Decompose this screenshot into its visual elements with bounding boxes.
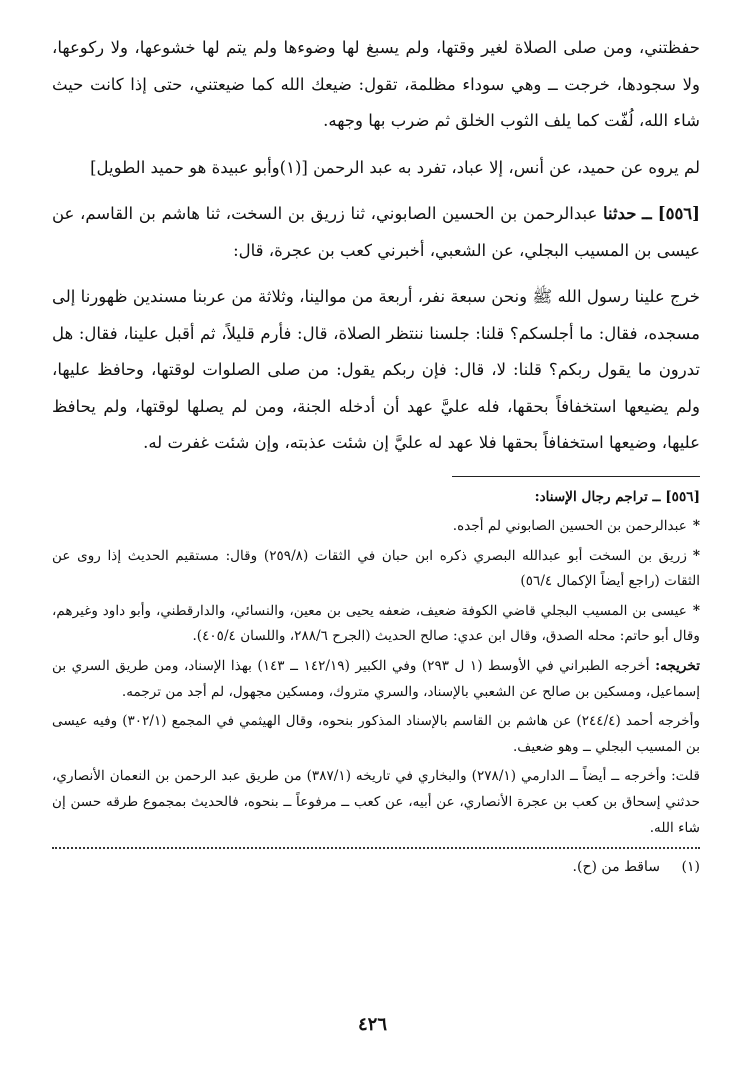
takhrij-note: قلت: وأخرجه ــ أيضاً ــ الدارمي (٢٧٨/١) والبخاري في تاريخه (٣٨٧/١) من طريق عبد الرحمن بن النعمان الأنصاري، حدثني إسحاق بن كعب بن عجرة الأنصاري، عن أبيه، عن كعب ــ مرفوعاً ــ بنحوه، فالحديث بمجموع طرقه حسن إن شاء الله. xyxy=(52,768,701,836)
notes-divider xyxy=(452,476,700,477)
bullet-star: * xyxy=(692,547,700,564)
hadith-556-isnad xyxy=(52,196,700,269)
narrator-note xyxy=(52,599,700,650)
footnote xyxy=(52,855,700,879)
narrator-note xyxy=(52,544,700,595)
narrator-note-text: زريق بن السخت أبو عبدالله البصري ذكره ابن حبان في الثقات (٢٥٩/٨) وقال: مستقيم الحديث إذا روى عن الثقات (راجع أيضاً الإكمال ٥٦/٤) xyxy=(52,547,700,590)
takhrij-label: تخريجه: xyxy=(655,658,700,675)
takhrij-note: وأخرجه أحمد (٢٤٤/٤) عن هاشم بن القاسم بالإسناد المذكور بنحوه، وقال الهيثمي في المجمع (٣٠٢/١) وفيه عيسى بن المسيب البجلي ــ وهو ضعيف. xyxy=(52,713,700,755)
isnad-text: عبدالرحمن بن الحسين الصابوني، ثنا زريق بن السخت، ثنا هاشم بن القاسم، عن عيسى بن المسيب البجلي، عن الشعبي، أخبرني كعب بن عجرة، قال: xyxy=(52,204,700,260)
takhrij-text: أخرجه الطبراني في الأوسط (١ ل ٢٩٣) وفي الكبير (١٤٢/١٩ ــ ١٤٣) بهذا الإسناد، ومن طريق السري بن إسماعيل، ومسكين بن صالح عن الشعبي بالإسناد، والسري متروك، ومسكين مجهول، لم أجد من ترجمه. xyxy=(52,658,700,700)
notes-section xyxy=(52,485,700,842)
main-text xyxy=(52,30,700,462)
narrator-note-text: عبدالرحمن بن الحسين الصابوني لم أجده. xyxy=(452,518,687,535)
paragraph-continuation: حفظتني، ومن صلى الصلاة لغير وقتها، ولم يسبغ لها وضوءها ولم يتم لها خشوعها، ولا ركوعها، ولا سجودها، خرجت ــ وهي سوداء مظلمة، تقول: ضيعك الله كما ضيعتني، حتى إذا كانت حيث شاء الله، لُفّت كما يلف الثوب الخلق ثم ضرب بها وجهه. xyxy=(52,38,700,130)
bullet-star: * xyxy=(692,602,700,619)
footnote-divider xyxy=(52,847,700,849)
footnote-text: ساقط من (ح). xyxy=(572,859,660,876)
hadith-opening: حدثنا xyxy=(602,204,637,223)
page-number: ٤٢٦ xyxy=(357,1014,387,1035)
paragraph-remark: لم يروه عن حميد، عن أنس، إلا عباد، تفرد به عبد الرحمن [(١)وأبو عبيدة هو حميد الطويل] xyxy=(90,157,700,177)
bullet-star: * xyxy=(692,518,700,535)
narrator-note xyxy=(52,514,700,540)
hadith-556-text: خرج علينا رسول الله ﷺ ونحن سبعة نفر، أربعة من موالينا، وثلاثة من عربنا مسندين ظهورنا إلى مسجده، فقال: ما أجلسكم؟ قلنا: جلسنا ننتظر الصلاة، قال: فأرم قليلاً، ثم أقبل علينا، فقال: هل تدرون ما يقول ربكم؟ قلنا: لا، قال: فإن ربكم يقول: من صلى الصلوات لوقتها، وحافظ عليها، ولم يضيعها استخفافاً بحقها، فله عليَّ عهد أن أدخله الجنة، ومن لم يصلها لوقتها، ولم يحافظ عليها، وضيعها استخفافاً بحقها فلا عهد له عليَّ إن شئت عذبته، وإن شئت غفرت له. xyxy=(52,287,700,452)
notes-heading: [٥٥٦] ــ تراجم رجال الإسناد: xyxy=(534,488,700,505)
takhrij-note xyxy=(52,654,700,705)
footnote-number: (١) xyxy=(681,859,700,876)
narrator-note-text: عيسى بن المسيب البجلي قاضي الكوفة ضعيف، ضعفه يحيى بن معين، والنسائي، والدارقطني، وأبو داود وغيرهم، وقال أبو حاتم: محله الصدق، وقال ابن عدي: صالح الحديث (الجرح ٢٨٨/٦، واللسان ٤٠٥/٤). xyxy=(52,602,700,645)
hadith-number: [٥٥٦] ــ xyxy=(642,204,700,223)
